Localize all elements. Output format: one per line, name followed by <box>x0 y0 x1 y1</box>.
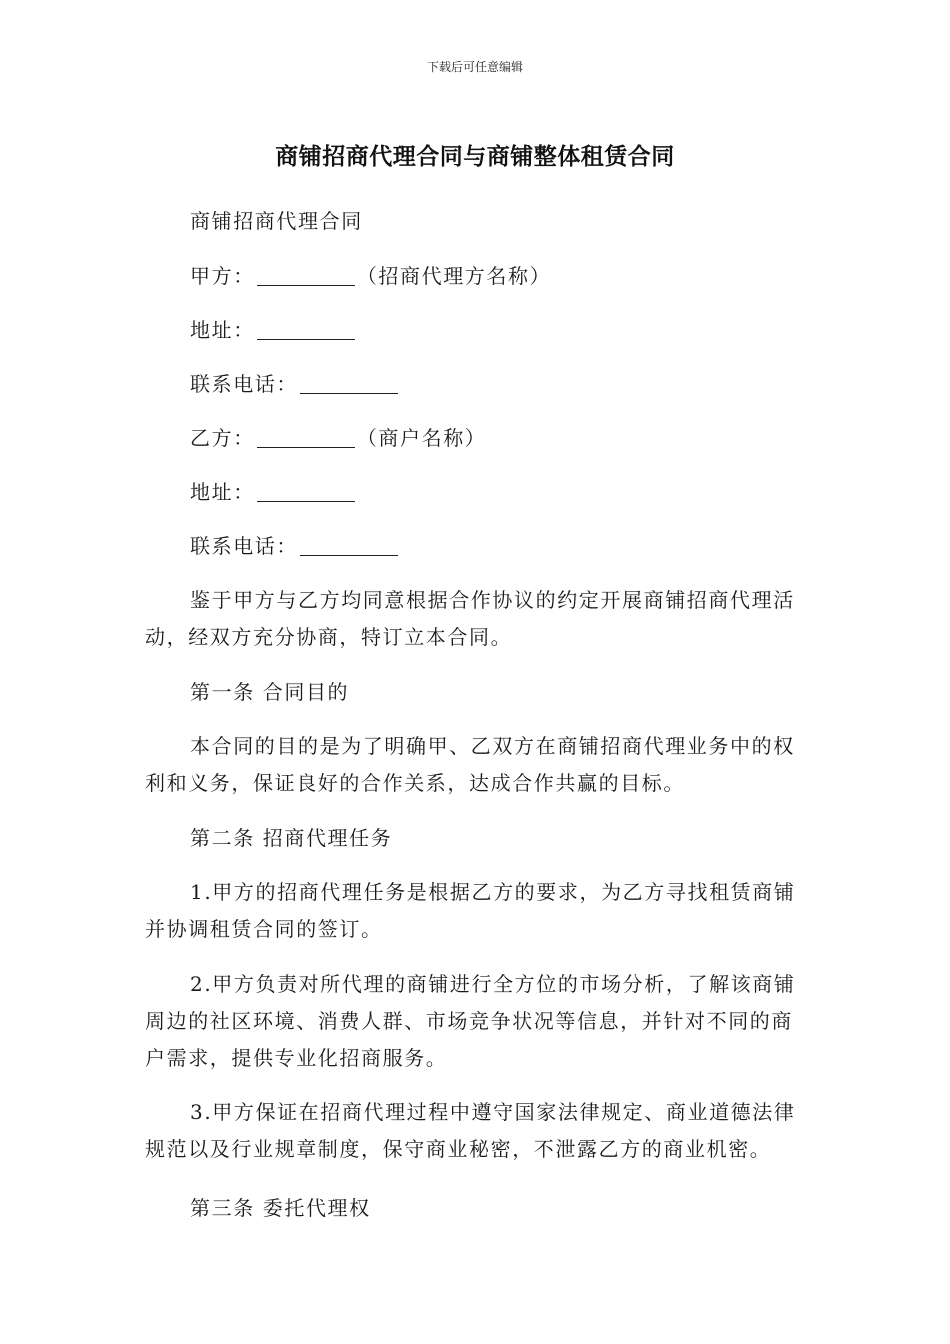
header-note: 下载后可任意编辑 <box>426 60 523 74</box>
article-1-paragraph: 本合同的目的是为了明确甲、乙双方在商铺招商代理业务中的权利和义务，保证良好的合作关系，达成合作共赢的目标。 <box>145 734 795 795</box>
party-a-note: （招商代理方名称） <box>356 264 552 288</box>
party-a-name-blank[interactable] <box>257 265 355 286</box>
party-b-note: （商户名称） <box>356 426 487 450</box>
party-a-phone-line <box>190 366 850 403</box>
contract-subtitle: 商铺招商代理合同 <box>190 209 363 233</box>
party-b-phone-line <box>190 528 850 565</box>
party-b-address-line <box>190 474 850 511</box>
party-a-phone-blank[interactable] <box>300 373 398 394</box>
party-a-address-label: 地址： <box>190 318 255 342</box>
article-2-heading: 第二条 招商代理任务 <box>190 826 393 850</box>
party-b-phone-label: 联系电话： <box>190 534 298 558</box>
party-b-address-label: 地址： <box>190 480 255 504</box>
party-b-label: 乙方： <box>190 426 255 450</box>
document-title: 商铺招商代理合同与商铺整体租赁合同 <box>275 144 675 170</box>
party-a-label: 甲方： <box>190 264 255 288</box>
party-b-line <box>190 420 850 457</box>
preamble-paragraph: 鉴于甲方与乙方均同意根据合作协议的约定开展商铺招商代理活动，经双方充分协商，特订立本合同。 <box>145 588 795 649</box>
party-a-address-blank[interactable] <box>257 319 355 340</box>
article-2-item-2: 2.甲方负责对所代理的商铺进行全方位的市场分析，了解该商铺周边的社区环境、消费人群、市场竞争状况等信息，并针对不同的商户需求，提供专业化招商服务。 <box>145 972 796 1070</box>
article-3-heading: 第三条 委托代理权 <box>190 1196 371 1220</box>
party-b-name-blank[interactable] <box>257 427 355 448</box>
article-2-item-3: 3.甲方保证在招商代理过程中遵守国家法律规定、商业道德法律规范以及行业规章制度，保守商业秘密，不泄露乙方的商业机密。 <box>145 1100 796 1161</box>
article-2-item-1: 1.甲方的招商代理任务是根据乙方的要求，为乙方寻找租赁商铺并协调租赁合同的签订。 <box>145 880 796 941</box>
party-a-address-line <box>190 312 850 349</box>
party-a-line <box>190 258 850 295</box>
party-b-address-blank[interactable] <box>257 481 355 502</box>
party-b-phone-blank[interactable] <box>300 535 398 556</box>
article-1-heading: 第一条 合同目的 <box>190 680 350 704</box>
party-a-phone-label: 联系电话： <box>190 372 298 396</box>
